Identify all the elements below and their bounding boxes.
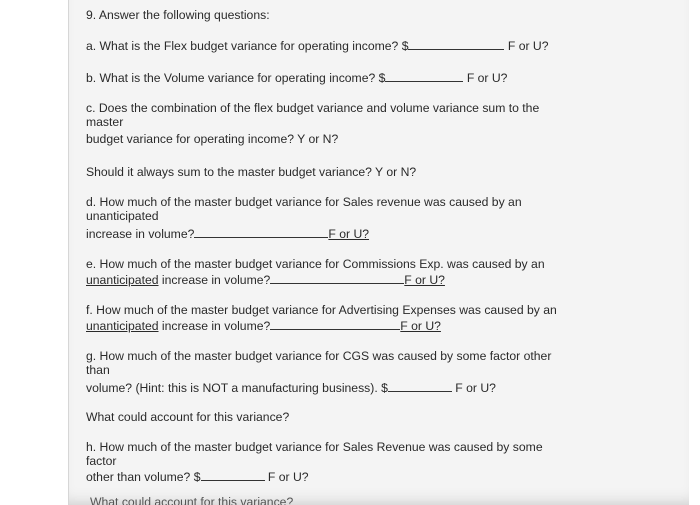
question-f-underlined: unanticipated: [86, 319, 159, 333]
question-b: [86, 70, 507, 85]
answer-a-blank[interactable]: [408, 38, 504, 50]
answer-f-blank[interactable]: [270, 318, 400, 330]
question-e-text: increase in volume?: [158, 273, 271, 287]
question-c-line2: master: [86, 115, 124, 129]
question-a: [86, 38, 549, 53]
question-h-fu: F or U?: [267, 470, 309, 484]
question-b-fu: F or U?: [466, 71, 508, 85]
question-e-underlined: unanticipated: [86, 273, 159, 287]
question-d-line1: d. How much of the master budget variance for Sales revenue was caused by an: [86, 195, 522, 209]
answer-d-blank[interactable]: [194, 226, 328, 238]
question-c-line3: budget variance for operating income? Y or N?: [86, 132, 339, 146]
question-e-line2: [86, 272, 445, 287]
question-g-line2: than: [86, 363, 110, 377]
answer-b-blank[interactable]: [385, 70, 463, 82]
account-question-2-cutoff: What could account for this variance?: [90, 495, 294, 505]
question-f-line2: [86, 318, 441, 333]
account-question-1: What could account for this variance?: [86, 410, 290, 424]
followup-question: Should it always sum to the master budget variance? Y or N?: [86, 165, 417, 179]
question-f-text: increase in volume?: [158, 319, 271, 333]
question-f-fu: F or U?: [400, 319, 441, 333]
question-d-text: increase in volume?: [86, 227, 195, 241]
question-a-fu: F or U?: [507, 39, 549, 53]
question-h-line1: h. How much of the master budget variance for Sales Revenue was caused by some: [86, 440, 543, 454]
question-e-fu: F or U?: [404, 273, 445, 287]
question-d-line3: [86, 226, 369, 241]
question-g-fu: F or U?: [455, 381, 496, 395]
question-h-line3: [86, 469, 309, 484]
question-h-text: other than volume? $: [86, 470, 201, 484]
question-c-line1: c. Does the combination of the flex budget variance and volume variance sum to the: [86, 101, 540, 115]
question-f-line1: f. How much of the master budget variance for Advertising Expenses was caused by an: [86, 303, 557, 317]
answer-e-blank[interactable]: [270, 272, 404, 284]
question-g-line3: [86, 380, 496, 395]
question-a-text: a. What is the Flex budget variance for operating income? $: [86, 39, 409, 53]
question-heading: 9. Answer the following questions:: [86, 8, 270, 22]
question-h-line2: factor: [86, 454, 117, 468]
question-g-line1: g. How much of the master budget variance for CGS was caused by some factor other: [86, 349, 552, 363]
question-g-text: volume? (Hint: this is NOT a manufacturing business). $: [86, 381, 388, 395]
question-b-text: b. What is the Volume variance for operating income? $: [86, 71, 386, 85]
question-d-line2: unanticipated: [86, 209, 159, 223]
question-e-line1: e. How much of the master budget variance for Commissions Exp. was caused by an: [86, 257, 545, 271]
answer-h-blank[interactable]: [201, 469, 265, 481]
question-d-fu: F or U?: [328, 227, 370, 241]
answer-g-blank[interactable]: [388, 380, 452, 392]
